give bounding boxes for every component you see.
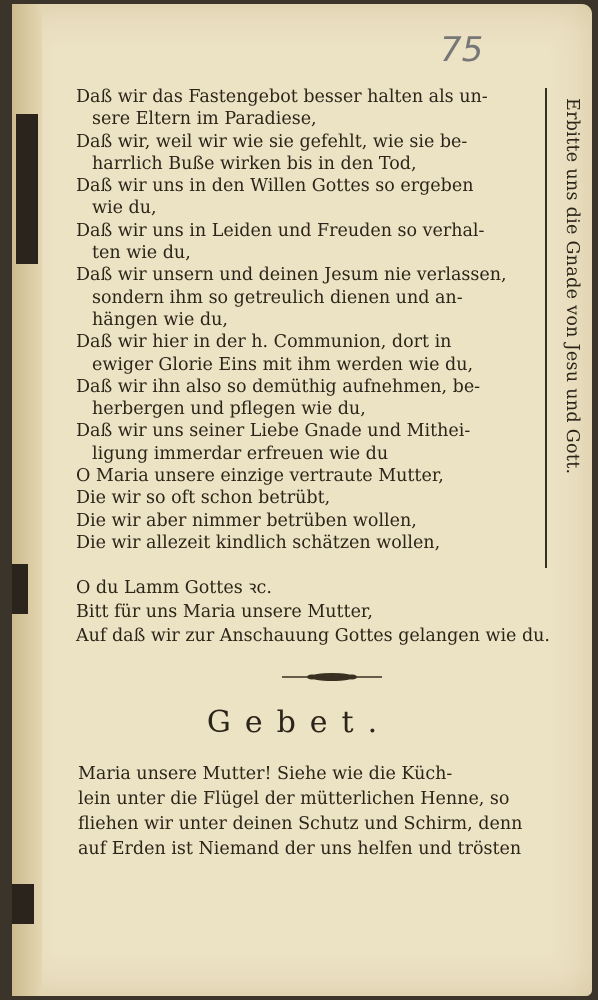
page-number: 75 xyxy=(440,30,484,70)
section-heading: Gebet. xyxy=(206,705,392,740)
closing-line: O du Lamm Gottes ꝛc. xyxy=(76,578,272,598)
prayer-line: lein unter die Flügel der mütterlichen Henne, so xyxy=(78,789,510,809)
litany-line: Die wir aber nimmer betrüben wollen, xyxy=(76,510,417,531)
litany-block xyxy=(76,86,507,554)
litany-line: harrlich Buße wirken bis in den Tod, xyxy=(92,153,417,174)
litany-line: hängen wie du, xyxy=(92,309,228,330)
litany-line: O Maria unsere einzige vertraute Mutter, xyxy=(76,466,444,487)
divider-ornament xyxy=(282,670,382,684)
page-damage xyxy=(16,114,38,264)
litany-line: Daß wir, weil wir wie sie gefehlt, wie sie be- xyxy=(76,131,468,152)
litany-line: sondern ihm so getreulich dienen und an- xyxy=(92,287,463,308)
litany-line: herbergen und pflegen wie du, xyxy=(92,399,366,420)
litany-line: wie du, xyxy=(92,198,157,219)
page-damage xyxy=(12,884,34,924)
prayer-line: Maria unsere Mutter! Siehe wie die Küch- xyxy=(78,764,453,784)
closing-line: Bitt für uns Maria unsere Mutter, xyxy=(76,602,373,622)
litany-line: Daß wir unsern und deinen Jesum nie verlassen, xyxy=(76,265,507,286)
litany-line: Daß wir uns in den Willen Gottes so ergeben xyxy=(76,176,474,197)
litany-line: Daß wir das Fastengebot besser halten als un- xyxy=(76,87,488,107)
side-response: Erbitte uns die Gnade von Jesu und Gott. xyxy=(562,98,582,475)
litany-line: Daß wir uns seiner Liebe Gnade und Mithei- xyxy=(76,421,471,442)
litany-line: Daß wir hier in der h. Communion, dort in xyxy=(76,332,452,353)
closing-block xyxy=(76,576,550,648)
prayer-line: auf Erden ist Niemand der uns helfen und trösten xyxy=(78,839,522,859)
litany-line: ten wie du, xyxy=(92,243,191,264)
prayer-block xyxy=(78,762,578,862)
litany-line: ligung immerdar erfreuen wie du xyxy=(92,443,389,464)
litany-line: ewiger Glorie Eins mit ihm werden wie du, xyxy=(92,354,474,375)
page-damage xyxy=(12,564,28,614)
litany-line: Die wir allezeit kindlich schätzen wollen, xyxy=(76,532,441,553)
litany-line: sere Eltern im Paradiese, xyxy=(92,109,317,130)
litany-line: Daß wir uns in Leiden und Freuden so verhal- xyxy=(76,220,485,241)
prayer-line: fliehen wir unter deinen Schutz und Schirm, denn xyxy=(78,814,523,834)
litany-line: Daß wir ihn also so demüthig aufnehmen, be- xyxy=(76,376,481,397)
closing-line: Auf daß wir zur Anschauung Gottes gelangen wie du. xyxy=(76,626,550,646)
bracket-rule xyxy=(545,88,547,568)
litany-line: Die wir so oft schon betrübt, xyxy=(76,488,331,509)
